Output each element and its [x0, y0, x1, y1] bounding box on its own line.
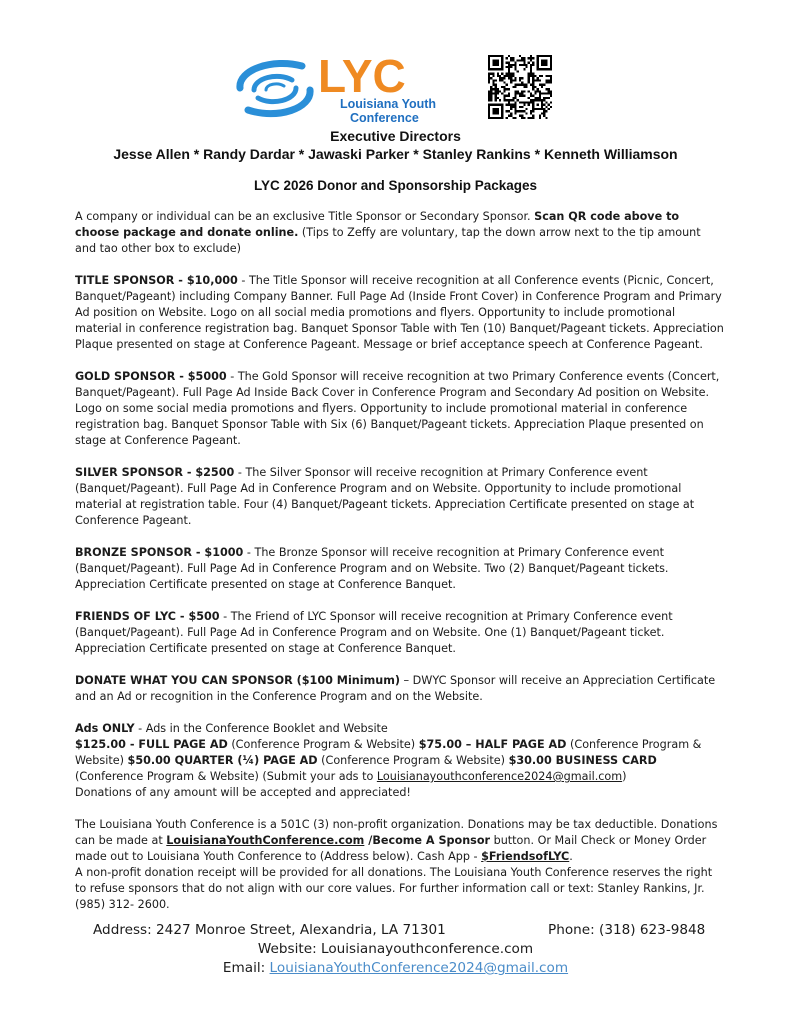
document-body — [75, 209, 725, 913]
qr-code-icon[interactable] — [488, 55, 552, 119]
logo-line1: Louisiana Youth — [340, 97, 437, 111]
ads-heading: Ads ONLY - Ads in the Conference Booklet and Website — [75, 722, 388, 735]
executive-directors-names: Jesse Allen * Randy Dardar * Jawaski Parker * Stanley Rankins * Kenneth Williamson — [113, 146, 678, 162]
tier-friends: FRIENDS OF LYC - $500 - The Friend of LYC Sponsor will receive recognition at Primary Conference event (Banquet/Pageant). Full Page Ad in Conference Program and on Website. One (1) Banquet/Pageant ticket. Appreciation Certificate presented on stage at Conference Banquet. — [75, 610, 673, 655]
tier-silver: SILVER SPONSOR - $2500 - The Silver Sponsor will receive recognition at Primary Conference event (Banquet/Pageant). Full Page Ad in Conference Program and on Website. Opportunity to include promotional material at registration table. Four (4) Banquet/Pageant tickets. Appreciation Certificate presented on stage at Conference Pageant. — [75, 466, 695, 527]
receipt-paragraph: A non-profit donation receipt will be provided for all donations. The Louisiana Youth Conference reserves the right to refuse sponsors that do not align with our core values. For further information call or text: Stanley Rankins, Jr. (985) 312- 2600. — [75, 866, 713, 911]
cashapp-link[interactable]: $FriendsofLYC — [481, 850, 570, 863]
tier-title: TITLE SPONSOR - $10,000 - The Title Sponsor will receive recognition at all Conference events (Picnic, Concert, Banquet/Pageant) including Company Banner. Full Page Ad (Inside Front Cover) in Conference Program and Primary Ad position on Website. Logo on all social media promotions and flyers. Opportunity to include promotional material in conference registration bag. Banquet Sponsor Table with Ten (10) Banquet/Pageant tickets. Appreciation Plaque presented on stage at Conference Pageant. Message or brief acceptance speech at Conference Pageant. — [75, 274, 724, 351]
closing-paragraph: The Louisiana Youth Conference is a 501C (3) non-profit organization. Donations may be tax deductible. Donations can be made at LouisianaYouthConference.com /Become A Sponsor button. Or Mail Check or Money Order made out to Louisiana Youth Conference to (Address below). Cash App - $FriendsofLYC. — [75, 818, 718, 863]
footer-email: Email: LouisianaYouthConference2024@gmail.com — [222, 960, 569, 976]
tier-dwyc: DONATE WHAT YOU CAN SPONSOR ($100 Minimum) – DWYC Sponsor will receive an Appreciation Certificate and an Ad or recognition in the Conference Program and on the Website. — [75, 674, 716, 703]
ads-prices: $125.00 - FULL PAGE AD (Conference Program & Website) $75.00 – HALF PAGE AD (Conference Program & Website) $50.00 QUARTER (¼) PAGE AD (Conference Program & Website) $30.00 BUSINESS CARD (Conference Program & Website) (Submit your ads to Louisianayouthconference2024@gmail.com) — [75, 738, 702, 783]
intro-paragraph: A company or individual can be an exclusive Title Sponsor or Secondary Sponsor. Scan QR code above to choose package and donate online. (Tips to Zeffy are voluntary, tap the down arrow next to the tip amount and tao other box to exclude) — [75, 210, 701, 255]
swirl-icon — [240, 63, 310, 113]
logo-letters: LYC — [318, 50, 406, 102]
website-link[interactable]: LouisianaYouthConference.com — [166, 834, 365, 847]
tier-bronze: BRONZE SPONSOR - $1000 - The Bronze Sponsor will receive recognition at Primary Conference event (Banquet/Pageant). Full Page Ad in Conference Program and on Website. Two (2) Banquet/Pageant tickets. Appreciation Certificate presented on stage at Conference Banquet. — [75, 546, 669, 591]
footer-phone: Phone: (318) 623-9848 — [548, 922, 706, 938]
donations-line: Donations of any amount will be accepted and appreciated! — [75, 786, 411, 799]
lyc-logo — [232, 50, 476, 128]
footer-website: Website: Louisianayouthconference.com — [257, 941, 534, 957]
executive-directors-heading: Executive Directors — [330, 128, 461, 144]
ads-email-link[interactable]: Louisianayouthconference2024@gmail.com — [376, 770, 623, 783]
footer-email-link[interactable]: LouisianaYouthConference2024@gmail.com — [269, 960, 569, 976]
tier-gold: GOLD SPONSOR - $5000 - The Gold Sponsor will receive recognition at two Primary Conference events (Concert, Banquet/Pageant). Full Page Ad Inside Back Cover in Conference Program and Secondary Ad position on Website. Logo on some social media promotions and flyers. Opportunity to include promotional material in conference registration bag. Banquet Sponsor Table with Six (6) Banquet/Pageant tickets. Appreciation Plaque presented on stage at Conference Pageant. — [75, 370, 720, 447]
lyc-logo-graphic — [232, 50, 476, 128]
document-title: LYC 2026 Donor and Sponsorship Packages — [253, 178, 538, 193]
logo-line2: Conference — [350, 111, 419, 125]
footer-address: Address: 2427 Monroe Street, Alexandria, LA 71301 — [93, 922, 446, 938]
